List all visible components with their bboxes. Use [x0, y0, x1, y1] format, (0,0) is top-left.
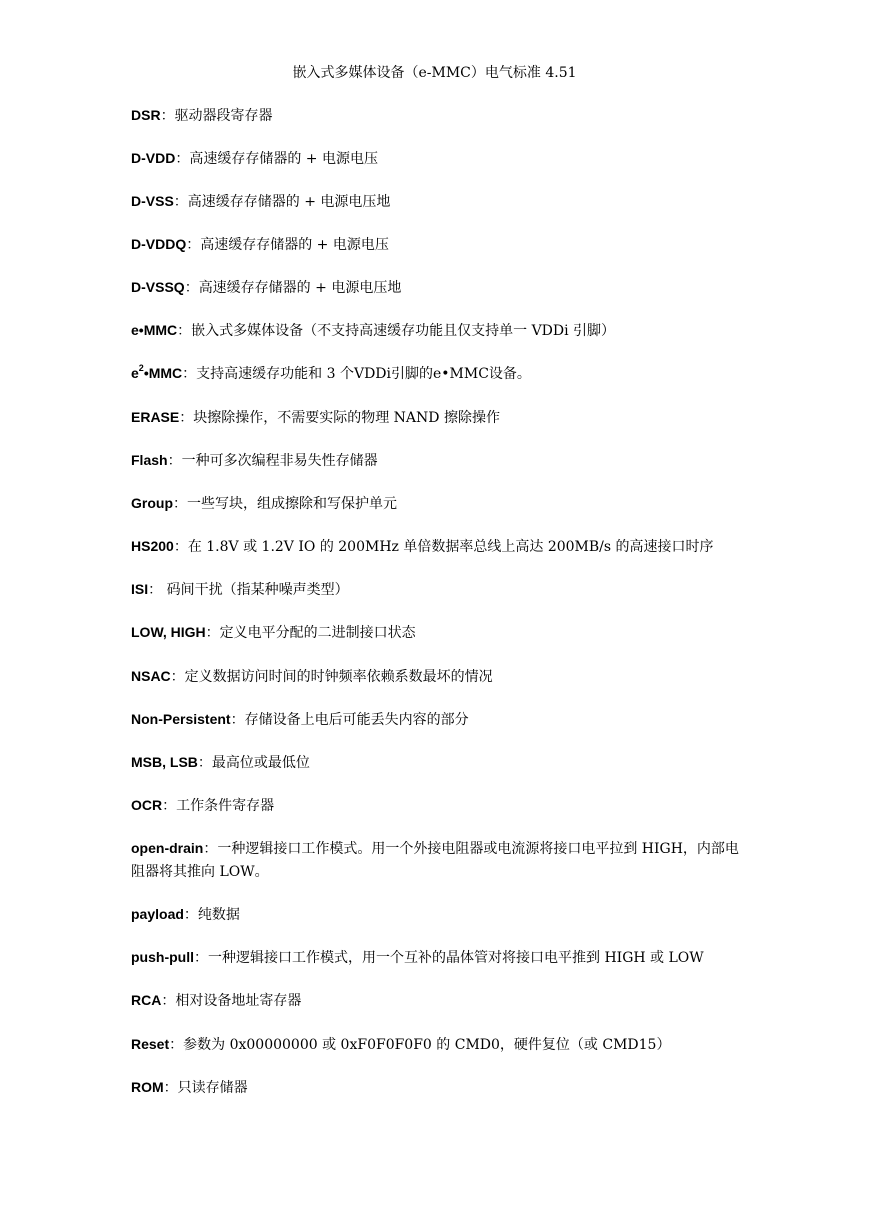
entry-separator: ： [163, 1080, 178, 1096]
glossary-entry [131, 1033, 751, 1057]
glossary-entry [131, 708, 751, 732]
entry-term: Non-Persistent [131, 711, 231, 727]
entry-term: open-drain [131, 840, 204, 856]
entry-separator: ： [205, 625, 220, 641]
entry-separator: ： [177, 323, 192, 339]
glossary-entry [131, 535, 751, 559]
glossary-entry [131, 362, 751, 386]
glossary-entry [131, 946, 751, 970]
entry-separator: ： [184, 280, 199, 296]
entry-separator: ： [230, 712, 245, 728]
entry-term: payload [131, 906, 184, 922]
entry-separator: ： [173, 194, 188, 210]
entry-separator: ： [170, 669, 185, 685]
entry-term: RCA [131, 992, 162, 1008]
entry-term-superscript: 2 [138, 363, 144, 374]
entry-separator: ： [173, 539, 188, 555]
entry-description: 一种逻辑接口工作模式。用一个外接电阻器或电流源将接口电平拉到 HIGH，内部电阻器将其推向 LOW。 [131, 841, 739, 880]
entry-separator: ： [186, 237, 201, 253]
entry-description: 驱动器段寄存器 [174, 108, 273, 124]
entry-term: OCR [131, 797, 163, 813]
entry-separator: ： [173, 496, 187, 512]
entry-term: HS200 [131, 538, 174, 554]
entry-term: D-VSSQ [131, 279, 185, 295]
entry-separator: ： [203, 841, 218, 857]
entry-description: 块擦除操作，不需要实际的物理 NAND 擦除操作 [193, 410, 500, 426]
glossary-entry [131, 903, 751, 927]
entry-term: D-VDDQ [131, 236, 187, 252]
entry-separator: ： [175, 151, 190, 167]
entry-separator: ： [160, 108, 175, 124]
entry-term: Reset [131, 1036, 170, 1052]
glossary-entry [131, 578, 751, 602]
glossary-entry [131, 319, 751, 343]
entry-term-base: e [131, 365, 139, 381]
entry-description: 一些写块，组成擦除和写保护单元 [187, 496, 397, 512]
glossary-entry [131, 276, 751, 300]
entry-term: Group [131, 495, 173, 511]
glossary-entry [131, 406, 751, 430]
entry-separator: ： [162, 798, 177, 814]
glossary-entry [131, 1076, 751, 1100]
entry-description: 定义数据访问时间的时钟频率依赖系数最坏的情况 [184, 669, 493, 685]
entry-description: 定义电平分配的二进制接口状态 [219, 625, 416, 641]
entry-term: e•MMC [131, 322, 178, 338]
entry-term: ISI [131, 581, 149, 597]
entry-separator: ： [167, 453, 182, 469]
entry-separator: ： [197, 755, 212, 771]
entry-description: 高速缓存存储器的 + 电源电压 [200, 237, 389, 253]
entry-description: 嵌入式多媒体设备（不支持高速缓存功能且仅支持单一 VDDi 引脚） [191, 323, 616, 339]
glossary-entry [131, 751, 751, 775]
entry-term: D-VDD [131, 150, 176, 166]
glossary-entry [131, 492, 751, 516]
glossary-entry [131, 190, 751, 214]
glossary-entry [131, 233, 751, 257]
entry-term: Flash [131, 452, 168, 468]
entry-description: 存储设备上电后可能丢失内容的部分 [244, 712, 469, 728]
entry-description: 高速缓存存储器的 + 电源电压 [189, 151, 378, 167]
entry-term: D-VSS [131, 193, 174, 209]
entry-description: 一种逻辑接口工作模式，用一个互补的晶体管对将接口电平推到 HIGH 或 LOW [208, 950, 704, 966]
entry-term: NSAC [131, 668, 171, 684]
entry-separator: ： [182, 366, 197, 382]
entry-separator: ： [194, 950, 208, 966]
glossary-entry [131, 621, 751, 645]
entry-description: 纯数据 [197, 907, 240, 923]
entry-description: 相对设备地址寄存器 [175, 993, 302, 1009]
entry-description: 高速缓存存储器的 + 电源电压地 [187, 194, 391, 210]
entry-separator: ： [148, 582, 163, 598]
entry-term: push-pull [131, 949, 194, 965]
entry-description: 一种可多次编程非易失性存储器 [181, 453, 378, 469]
entry-term: LOW, HIGH [131, 624, 206, 640]
entry-separator: ： [179, 410, 194, 426]
entry-term [131, 365, 182, 381]
entry-description: 高速缓存存储器的 + 电源电压地 [198, 280, 402, 296]
entry-description: 支持高速缓存功能和 3 个VDDi引脚的e•MMC设备。 [196, 366, 531, 382]
entry-term-rest: •MMC [143, 365, 183, 381]
glossary-entry [131, 104, 751, 128]
entry-description: 在 1.8V 或 1.2V IO 的 200MHz 单倍数据率总线上高达 200MB/s 的高速接口时序 [187, 539, 714, 555]
entry-separator: ： [169, 1037, 184, 1053]
glossary-entry [131, 449, 751, 473]
glossary-entry [131, 837, 751, 884]
glossary-entry [131, 989, 751, 1013]
entry-term: MSB, LSB [131, 754, 198, 770]
page-header-title: 嵌入式多媒体设备（e-MMC）电气标准 4.51 [292, 65, 577, 81]
entry-description: 参数为 0x00000000 或 0xF0F0F0F0 的 CMD0，硬件复位（或 CMD15） [183, 1037, 671, 1053]
entry-term: ERASE [131, 409, 180, 425]
entry-separator: ： [161, 993, 176, 1009]
entry-description: 最高位或最低位 [211, 755, 310, 771]
glossary-entry [131, 794, 751, 818]
entry-description: 工作条件寄存器 [176, 798, 275, 814]
entry-term: DSR [131, 107, 161, 123]
glossary-entry [131, 147, 751, 171]
glossary-entry [131, 665, 751, 689]
entry-term: ROM [131, 1079, 164, 1095]
entry-description: 只读存储器 [177, 1080, 248, 1096]
entry-description: 码间干扰（指某种噪声类型） [162, 582, 349, 598]
entry-separator: ： [183, 907, 198, 923]
